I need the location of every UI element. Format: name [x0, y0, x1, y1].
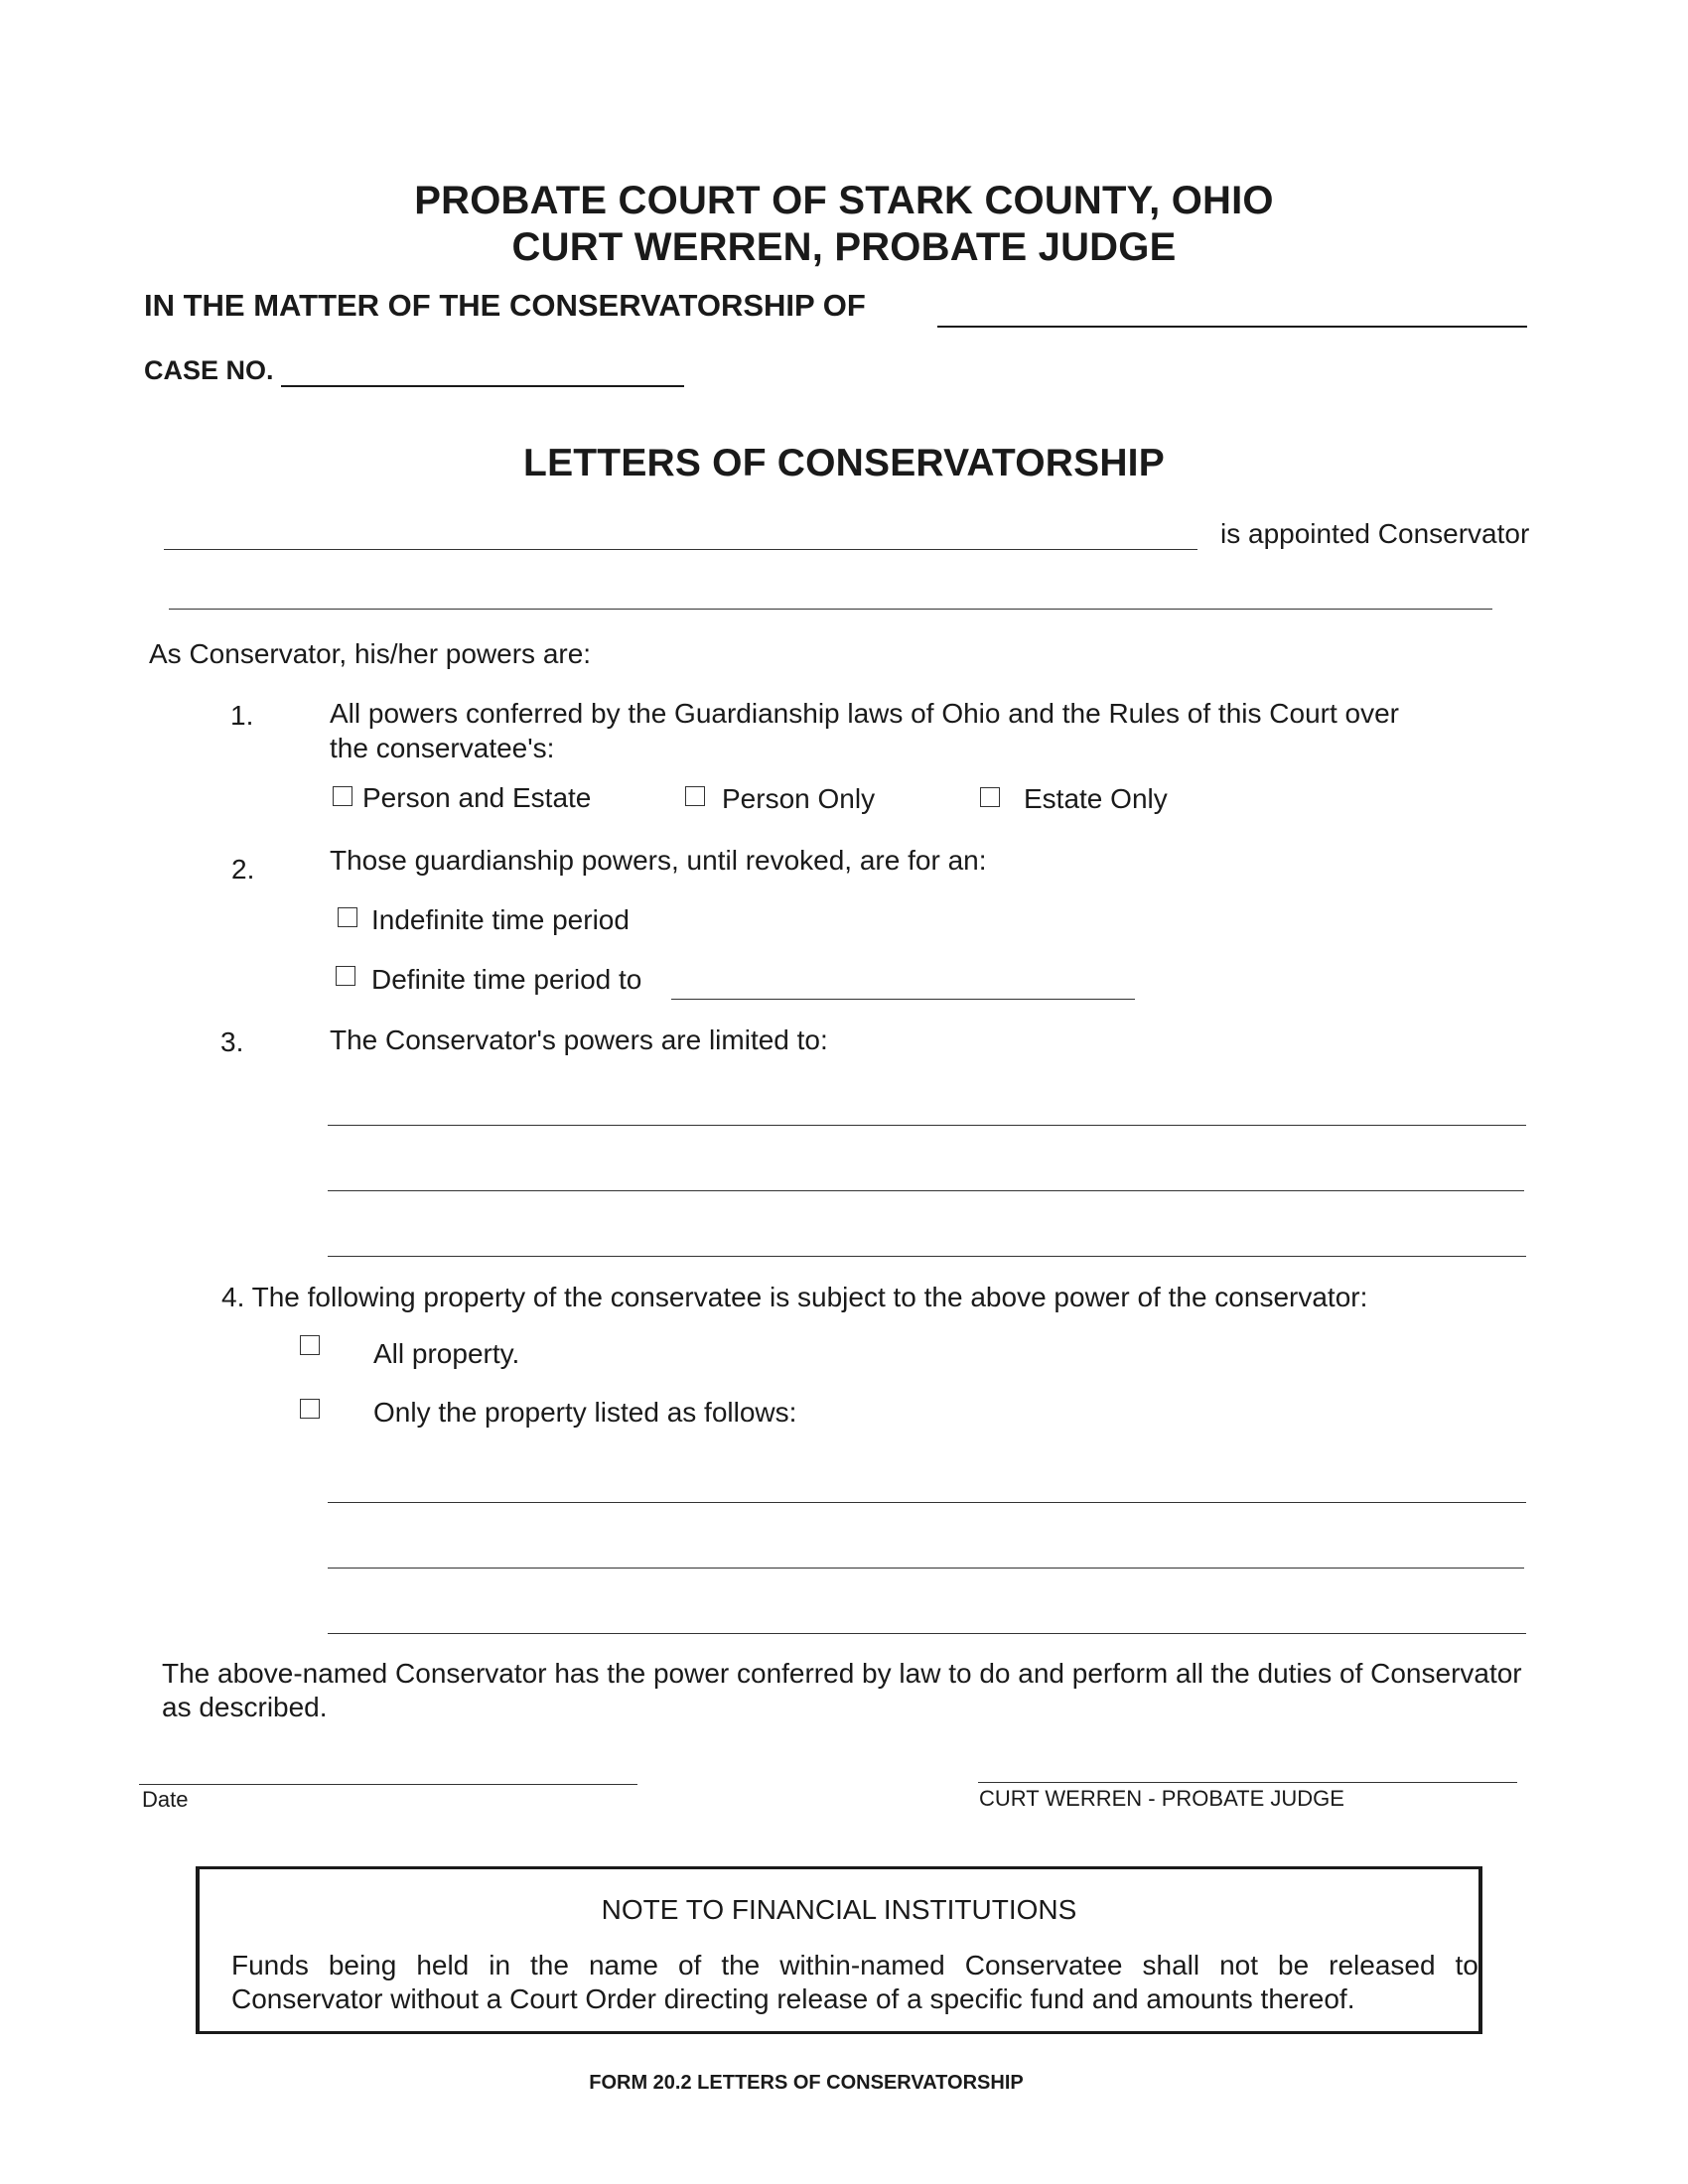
judge-name: CURT WERREN, PROBATE JUDGE [511, 225, 1177, 269]
case-number-label: CASE NO. [144, 355, 274, 385]
listed-property-checkbox[interactable] [300, 1399, 320, 1419]
note-word: of [677, 1950, 702, 1980]
all-property-checkbox[interactable] [300, 1335, 320, 1355]
item3-number: 3. [220, 1026, 244, 1057]
person-and-estate-label: Person and Estate [362, 782, 592, 813]
note-word: the [530, 1950, 569, 1980]
closing-text-line2: as described. [162, 1692, 328, 1722]
item4-text: 4. The following property of the conservatee is subject to the above power of the conservator: [221, 1282, 1368, 1312]
note-text-line1 [231, 1950, 1478, 1981]
form-footer: FORM 20.2 LETTERS OF CONSERVATORSHIP [589, 2072, 1024, 2094]
limited-powers-line-3[interactable] [328, 1256, 1526, 1257]
item1-text-line2: the conservatee's: [330, 733, 555, 763]
conservator-name-field[interactable] [164, 549, 1197, 550]
all-property-label: All property. [373, 1338, 520, 1369]
note-word: to [1455, 1950, 1478, 1980]
item3-text: The Conservator's powers are limited to: [330, 1024, 828, 1055]
person-only-checkbox[interactable] [685, 786, 705, 806]
estate-only-label: Estate Only [1024, 783, 1168, 814]
limited-powers-line-2[interactable] [328, 1190, 1524, 1191]
closing-text-line1: The above-named Conservator has the power conferred by law to do and perform all the duties of Conservator [162, 1658, 1522, 1689]
note-word: released [1329, 1950, 1436, 1980]
note-word: being [328, 1950, 397, 1980]
item2-number: 2. [231, 854, 255, 885]
note-word: the [721, 1950, 761, 1980]
person-and-estate-checkbox[interactable] [333, 786, 352, 806]
indefinite-period-label: Indefinite time period [371, 904, 630, 935]
note-word: be [1278, 1950, 1310, 1980]
limited-powers-line-1[interactable] [328, 1125, 1526, 1126]
property-list-line-3[interactable] [328, 1633, 1526, 1634]
definite-period-checkbox[interactable] [336, 966, 355, 986]
date-signature-line[interactable] [139, 1784, 637, 1785]
matter-label: IN THE MATTER OF THE CONSERVATORSHIP OF [144, 288, 866, 323]
case-number-field[interactable] [281, 385, 684, 387]
definite-period-label: Definite time period to [371, 964, 642, 995]
judge-signature-label: CURT WERREN - PROBATE JUDGE [979, 1786, 1344, 1811]
note-word: Funds [231, 1950, 309, 1980]
note-word: not [1219, 1950, 1259, 1980]
note-text-line2: Conservator without a Court Order directing release of a specific fund and amounts thereof. [231, 1983, 1355, 2014]
person-only-label: Person Only [722, 783, 876, 814]
estate-only-checkbox[interactable] [980, 787, 1000, 807]
note-word: Conservatee [964, 1950, 1123, 1980]
property-list-line-2[interactable] [328, 1568, 1524, 1569]
item1-number: 1. [230, 700, 254, 731]
note-word: shall [1142, 1950, 1200, 1980]
property-list-line-1[interactable] [328, 1502, 1526, 1503]
appointed-label: is appointed Conservator [1220, 518, 1530, 549]
listed-property-label: Only the property listed as follows: [373, 1397, 797, 1428]
definite-period-date-field[interactable] [671, 999, 1135, 1000]
note-word: within-named [779, 1950, 945, 1980]
date-label: Date [142, 1787, 189, 1812]
document-title: LETTERS OF CONSERVATORSHIP [523, 442, 1165, 484]
powers-intro: As Conservator, his/her powers are: [149, 638, 592, 669]
conservatee-name-field[interactable] [937, 326, 1527, 328]
note-title: NOTE TO FINANCIAL INSTITUTIONS [601, 1894, 1077, 1925]
indefinite-period-checkbox[interactable] [338, 907, 357, 927]
note-word: name [588, 1950, 658, 1980]
item2-text: Those guardianship powers, until revoked, are for an: [330, 845, 987, 876]
conservator-name-field-2[interactable] [169, 609, 1492, 610]
item1-text-line1: All powers conferred by the Guardianship laws of Ohio and the Rules of this Court over [330, 698, 1400, 729]
court-name: PROBATE COURT OF STARK COUNTY, OHIO [414, 179, 1274, 222]
note-word: held [416, 1950, 470, 1980]
financial-institutions-note-box [196, 1866, 1482, 2034]
note-word: in [489, 1950, 511, 1980]
judge-signature-line[interactable] [978, 1782, 1517, 1783]
